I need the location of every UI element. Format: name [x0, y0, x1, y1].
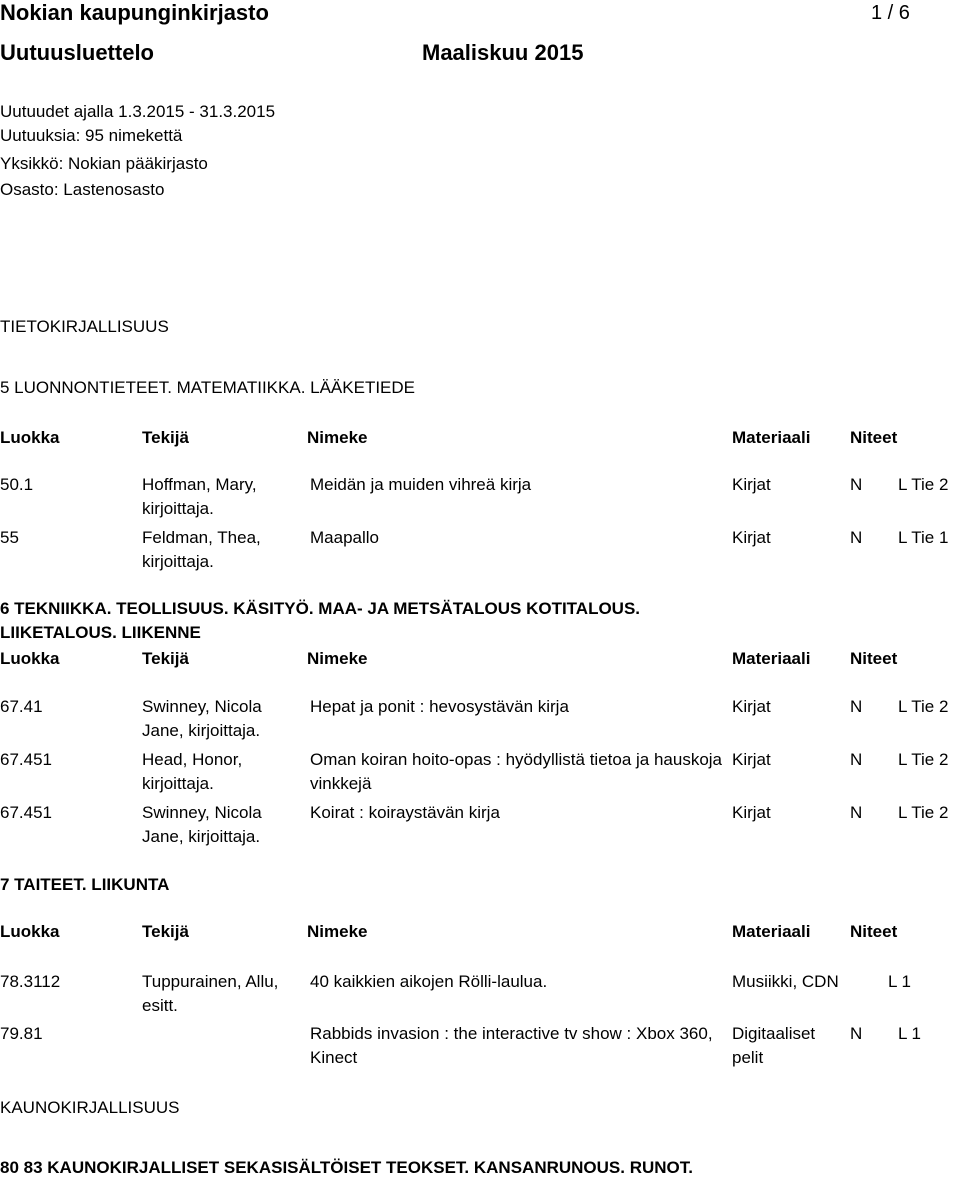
- section-heading-continued: LIIKETALOUS. LIIKENNE: [0, 623, 201, 642]
- row-author: Tuppurainen, Allu, esitt.: [142, 972, 279, 1015]
- row-author: Hoffman, Mary, kirjoittaja.: [142, 475, 257, 518]
- row-material: Musiikki, CDN: [732, 972, 839, 991]
- row-flag: N: [850, 1024, 863, 1043]
- row-flag: N: [850, 750, 863, 769]
- col-class: Luokka: [0, 922, 60, 941]
- row-location: L Tie 2: [898, 697, 949, 716]
- section-heading: 5 LUONNONTIETEET. MATEMATIIKKA. LÄÄKETIEDE: [0, 378, 416, 397]
- col-author: Tekijä: [142, 649, 189, 668]
- col-author: Tekijä: [142, 922, 189, 941]
- row-class: 78.3112: [0, 972, 61, 991]
- row-class: 79.81: [0, 1024, 43, 1043]
- section-heading: 6 TEKNIIKKA. TEOLLISUUS. KÄSITYÖ. MAA- JA METSÄTALOUS KOTITALOUS.: [0, 599, 641, 618]
- category-fiction: KAUNOKIRJALLISUUS: [0, 1098, 180, 1117]
- row-title: Meidän ja muiden vihreä kirja: [310, 475, 532, 494]
- row-location: L Tie 2: [898, 803, 949, 822]
- row-author: Swinney, Nicola Jane, kirjoittaja.: [142, 697, 262, 740]
- row-title: Maapallo: [310, 528, 379, 547]
- row-material: Kirjat: [732, 528, 771, 547]
- col-class: Luokka: [0, 428, 60, 447]
- row-location: L Tie 2: [898, 475, 949, 494]
- section-heading: 7 TAITEET. LIIKUNTA: [0, 875, 170, 894]
- row-flag: N: [850, 528, 863, 547]
- col-copies: Niteet: [850, 922, 898, 941]
- col-title: Nimeke: [307, 428, 368, 447]
- row-title: Koirat : koiraystävän kirja: [310, 803, 500, 822]
- row-author: Head, Honor, kirjoittaja.: [142, 750, 243, 793]
- row-flag: N: [850, 475, 863, 494]
- row-location: L Tie 2: [898, 750, 949, 769]
- department: Osasto: Lastenosasto: [0, 180, 165, 199]
- row-class: 67.41: [0, 697, 43, 716]
- list-month: Maaliskuu 2015: [422, 40, 584, 65]
- date-range: Uutuudet ajalla 1.3.2015 - 31.3.2015: [0, 102, 276, 121]
- row-location: L 1: [898, 1024, 922, 1043]
- row-class: 67.451: [0, 803, 52, 822]
- col-class: Luokka: [0, 649, 60, 668]
- row-material: Kirjat: [732, 475, 771, 494]
- library-name: Nokian kaupunginkirjasto: [0, 0, 269, 25]
- row-title: 40 kaikkien aikojen Rölli-laulua.: [310, 972, 548, 991]
- list-title: Uutuusluettelo: [0, 40, 154, 65]
- col-title: Nimeke: [307, 649, 368, 668]
- row-title: Rabbids invasion : the interactive tv show : Xbox 360, Kinect: [310, 1024, 713, 1067]
- row-class: 55: [0, 528, 19, 547]
- col-title: Nimeke: [307, 922, 368, 941]
- col-material: Materiaali: [732, 922, 811, 941]
- row-material: Digitaaliset pelit: [732, 1024, 816, 1067]
- row-flag: N: [850, 803, 863, 822]
- row-class: 67.451: [0, 750, 52, 769]
- section-heading: 80 83 KAUNOKIRJALLISET SEKASISÄLTÖISET TEOKSET. KANSANRUNOUS. RUNOT.: [0, 1158, 693, 1177]
- new-count: Uutuuksia: 95 nimekettä: [0, 126, 183, 145]
- row-material: Kirjat: [732, 697, 771, 716]
- unit: Yksikkö: Nokian pääkirjasto: [0, 154, 208, 173]
- col-copies: Niteet: [850, 428, 898, 447]
- col-material: Materiaali: [732, 428, 811, 447]
- row-location: L 1: [888, 972, 912, 991]
- row-author: Feldman, Thea, kirjoittaja.: [142, 528, 261, 571]
- row-material: Kirjat: [732, 750, 771, 769]
- col-copies: Niteet: [850, 649, 898, 668]
- row-flag: N: [850, 697, 863, 716]
- page-number: 1 / 6: [871, 2, 910, 24]
- row-title: Hepat ja ponit : hevosystävän kirja: [310, 697, 569, 716]
- col-material: Materiaali: [732, 649, 811, 668]
- row-class: 50.1: [0, 475, 34, 494]
- col-author: Tekijä: [142, 428, 189, 447]
- row-title: Oman koiran hoito-opas : hyödyllistä tietoa ja hauskoja vinkkejä: [310, 750, 723, 793]
- row-material: Kirjat: [732, 803, 771, 822]
- row-author: Swinney, Nicola Jane, kirjoittaja.: [142, 803, 262, 846]
- row-location: L Tie 1: [898, 528, 949, 547]
- category-nonfiction: TIETOKIRJALLISUUS: [0, 317, 169, 336]
